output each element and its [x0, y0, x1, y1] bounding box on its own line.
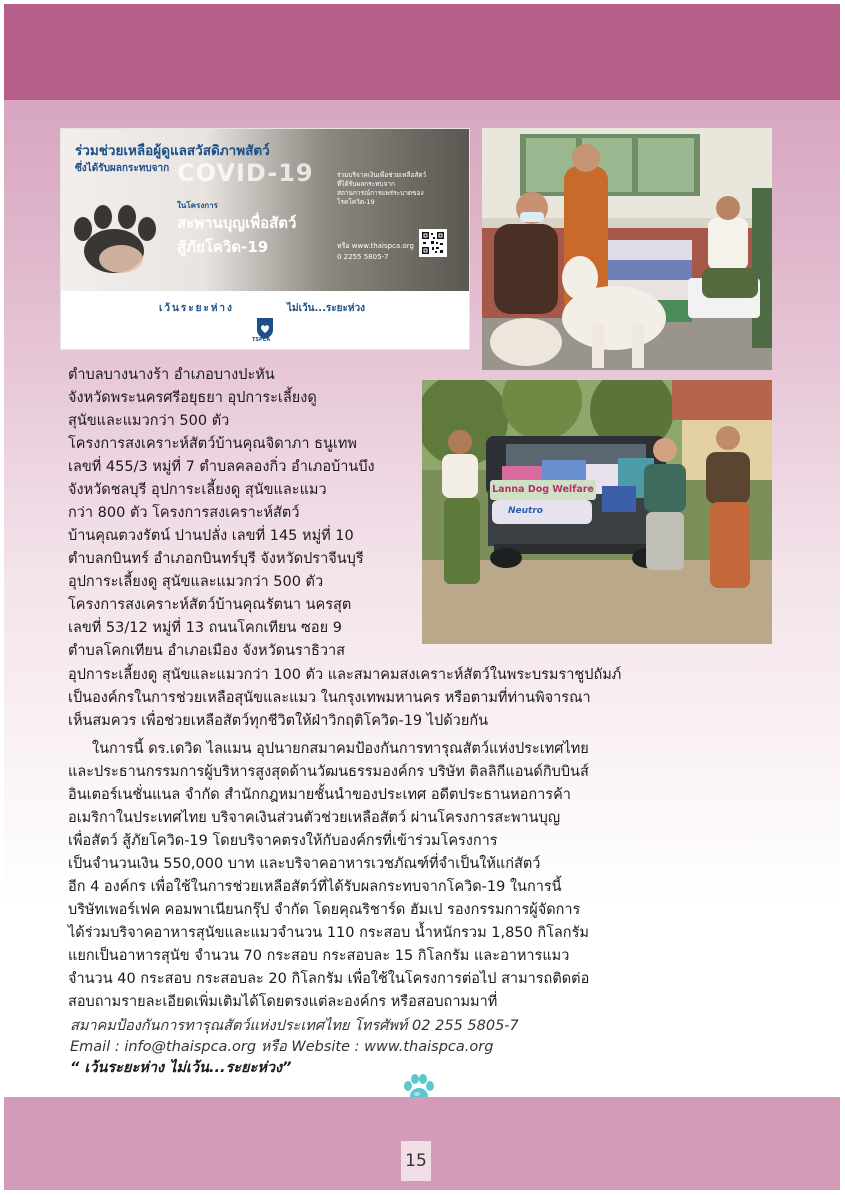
poster-program-label: ในโครงการ: [177, 201, 218, 210]
page-number: 15: [401, 1141, 431, 1181]
poster-website: หรือ www.thaispca.org: [337, 242, 414, 250]
text-line: ตำบลโคกเทียน อำเภอเมือง จังหวัดนราธิวาส: [68, 643, 345, 659]
text-line: ตำบลกบินทร์ อำเภอกบินทร์บุรี จังหวัดปราจีนบุรี: [68, 551, 364, 567]
text-line: บ้านคุณตวงรัตน์ ปานปลั่ง เลขที่ 145 หมู่ที่ 10: [68, 528, 354, 544]
text-line: เห็นสมควร เพื่อช่วยเหลือสัตว์ทุกชีวิตให้ฝ่าวิกฤติโควิด-19 ไปด้วยกัน: [68, 713, 489, 729]
qr-code-icon: [419, 229, 447, 257]
poster-phone: 0 2255 5805-7: [337, 253, 389, 261]
donation-photo-1: [482, 128, 772, 370]
poster-info: ร่วมบริจาคเงินเพื่อช่วยเหลือสัตว์ที่ได้รับผลกระทบจากสถานการณ์การแพร่ระบาดของโรคโควิด-19: [337, 171, 427, 206]
text-line: เพื่อสัตว์ สู้ภัยโควิด-19 โดยบริจาคตรงให้กับองค์กรที่เข้าร่วมโครงการ: [68, 833, 498, 849]
text-line: เลขที่ 455/3 หมู่ที่ 7 ตำบลคลองกิ่ว อำเภอบ้านบึง: [68, 459, 375, 475]
contact-phone: สมาคมป้องกันการทารุณสัตว์แห่งประเทศไทย โทรศัพท์ 02 255 5805-7: [70, 1018, 519, 1034]
donation-photo-2: [422, 380, 772, 644]
text-line: สอบถามรายละเอียดเพิ่มเติมได้โดยตรงแต่ละองค์กร หรือสอบถามมาที่: [68, 994, 498, 1010]
covid-poster: [60, 128, 470, 350]
text-line: โครงการสงเคราะห์สัตว์บ้านคุณรัตนา นครสุต: [68, 597, 352, 613]
poster-project-line1: สะพานบุญเพื่อสัตว์: [177, 214, 297, 232]
text-line: บริษัทเพอร์เฟค คอมพาเนียนกรุ๊ป จำกัด โดยคุณริชาร์ด ฮัมเป รองกรรมการผู้จัดการ: [68, 902, 581, 918]
poster-slogan-right: ไม่เว้น...ระยะห่วง: [287, 303, 365, 314]
paragraph-continuation: [68, 664, 621, 733]
poster-subtitle: ซึ่งได้รับผลกระทบจาก: [75, 163, 170, 174]
text-line: จังหวัดชลบุรี อุปการะเลี้ยงดู สุนัขและแมว: [68, 482, 327, 498]
text-line: เป็นองค์กรในการช่วยเหลือสุนัขและแมว ในกรุงเทพมหานคร หรือตามที่ท่านพิจารณา: [68, 690, 591, 706]
contact-email-website[interactable]: Email : info@thaispca.org หรือ Website : www.thaispca.org: [70, 1039, 494, 1055]
text-line: เป็นจำนวนเงิน 550,000 บาท และบริจาคอาหารเวชภัณฑ์ที่จำเป็นให้แก่สัตว์: [68, 856, 541, 872]
photo-2-bag-label: Neutro: [508, 506, 543, 516]
poster-logo-text: TSPCA: [252, 337, 271, 343]
text-line: โครงการสงเคราะห์สัตว์บ้านคุณจิดาภา ธนูเทพ: [68, 436, 357, 452]
text-line: อีก 4 องค์กร เพื่อใช้ในการช่วยเหลือสัตว์ที่ได้รับผลกระทบจากโควิด-19 ในการนี้: [68, 879, 562, 895]
text-line: กว่า 800 ตัว โครงการสงเคราะห์สัตว์: [68, 505, 300, 521]
text-line: อเมริกาในประเทศไทย บริจาคเงินส่วนตัวช่วยเหลือสัตว์ ผ่านโครงการสะพานบุญ: [68, 810, 561, 826]
paragraph-left-column: [68, 364, 375, 663]
poster-covid: COVID-19: [177, 159, 314, 187]
poster-title: ร่วมช่วยเหลือผู้ดูแลสวัสดิภาพสัตว์: [75, 143, 270, 159]
text-line: อินเตอร์เนชั่นแนล จำกัด สำนักกฎหมายชั้นนำของประเทศ อดีตประธานหอการค้า: [68, 787, 571, 803]
text-line: ในการนี้ ดร.เดวิด ไลแมน อุปนายกสมาคมป้องกันการทารุณสัตว์แห่งประเทศไทย: [92, 741, 589, 757]
text-line: ตำบลบางนางร้า อำเภอบางปะหัน: [68, 367, 275, 383]
header-band: [4, 4, 840, 100]
poster-project-line2: สู้ภัยโควิด-19: [177, 238, 269, 256]
text-line: อุปการะเลี้ยงดู สุนัขและแมวกว่า 100 ตัว และสมาคมสงเคราะห์สัตว์ในพระบรมราชูปถัมภ์: [68, 667, 622, 683]
paragraph-donation: [68, 738, 589, 1014]
photo-2-banner: Lanna Dog Welfare: [492, 484, 594, 495]
text-line: ได้ร่วมบริจาคอาหารสุนัขและแมวจำนวน 110 กระสอบ น้ำหนักรวม 1,850 กิโลกรัม: [68, 925, 589, 941]
text-line: จำนวน 40 กระสอบ กระสอบละ 20 กิโลกรัม เพื่อใช้ในโครงการต่อไป สามารถติดต่อ: [68, 971, 590, 987]
contact-slogan: “ เว้นระยะห่าง ไม่เว้น...ระยะห่วง”: [70, 1060, 292, 1076]
text-line: และประธานกรรมการผู้บริหารสูงสุดด้านวัฒนธรรมองค์กร บริษัท ติลลิกีแอนด์กิบบินส์: [68, 764, 589, 780]
text-line: แยกเป็นอาหารสุนัข จำนวน 70 กระสอบ กระสอบละ 15 กิโลกรัม และอาหารแมว: [68, 948, 570, 964]
text-line: สุนัขและแมวกว่า 500 ตัว: [68, 413, 230, 429]
text-line: เลขที่ 53/12 หมู่ที่ 13 ถนนโคกเทียน ซอย 9: [68, 620, 342, 636]
dog-paw-icon: [69, 199, 159, 279]
contact-info: [70, 1016, 519, 1079]
text-line: อุปการะเลี้ยงดู สุนัขและแมวกว่า 500 ตัว: [68, 574, 324, 590]
text-line: จังหวัดพระนครศรีอยุธยา อุปการะเลี้ยงดู: [68, 390, 317, 406]
poster-slogan-left: เว้นระยะห่าง: [159, 303, 234, 314]
page: [4, 4, 840, 1190]
